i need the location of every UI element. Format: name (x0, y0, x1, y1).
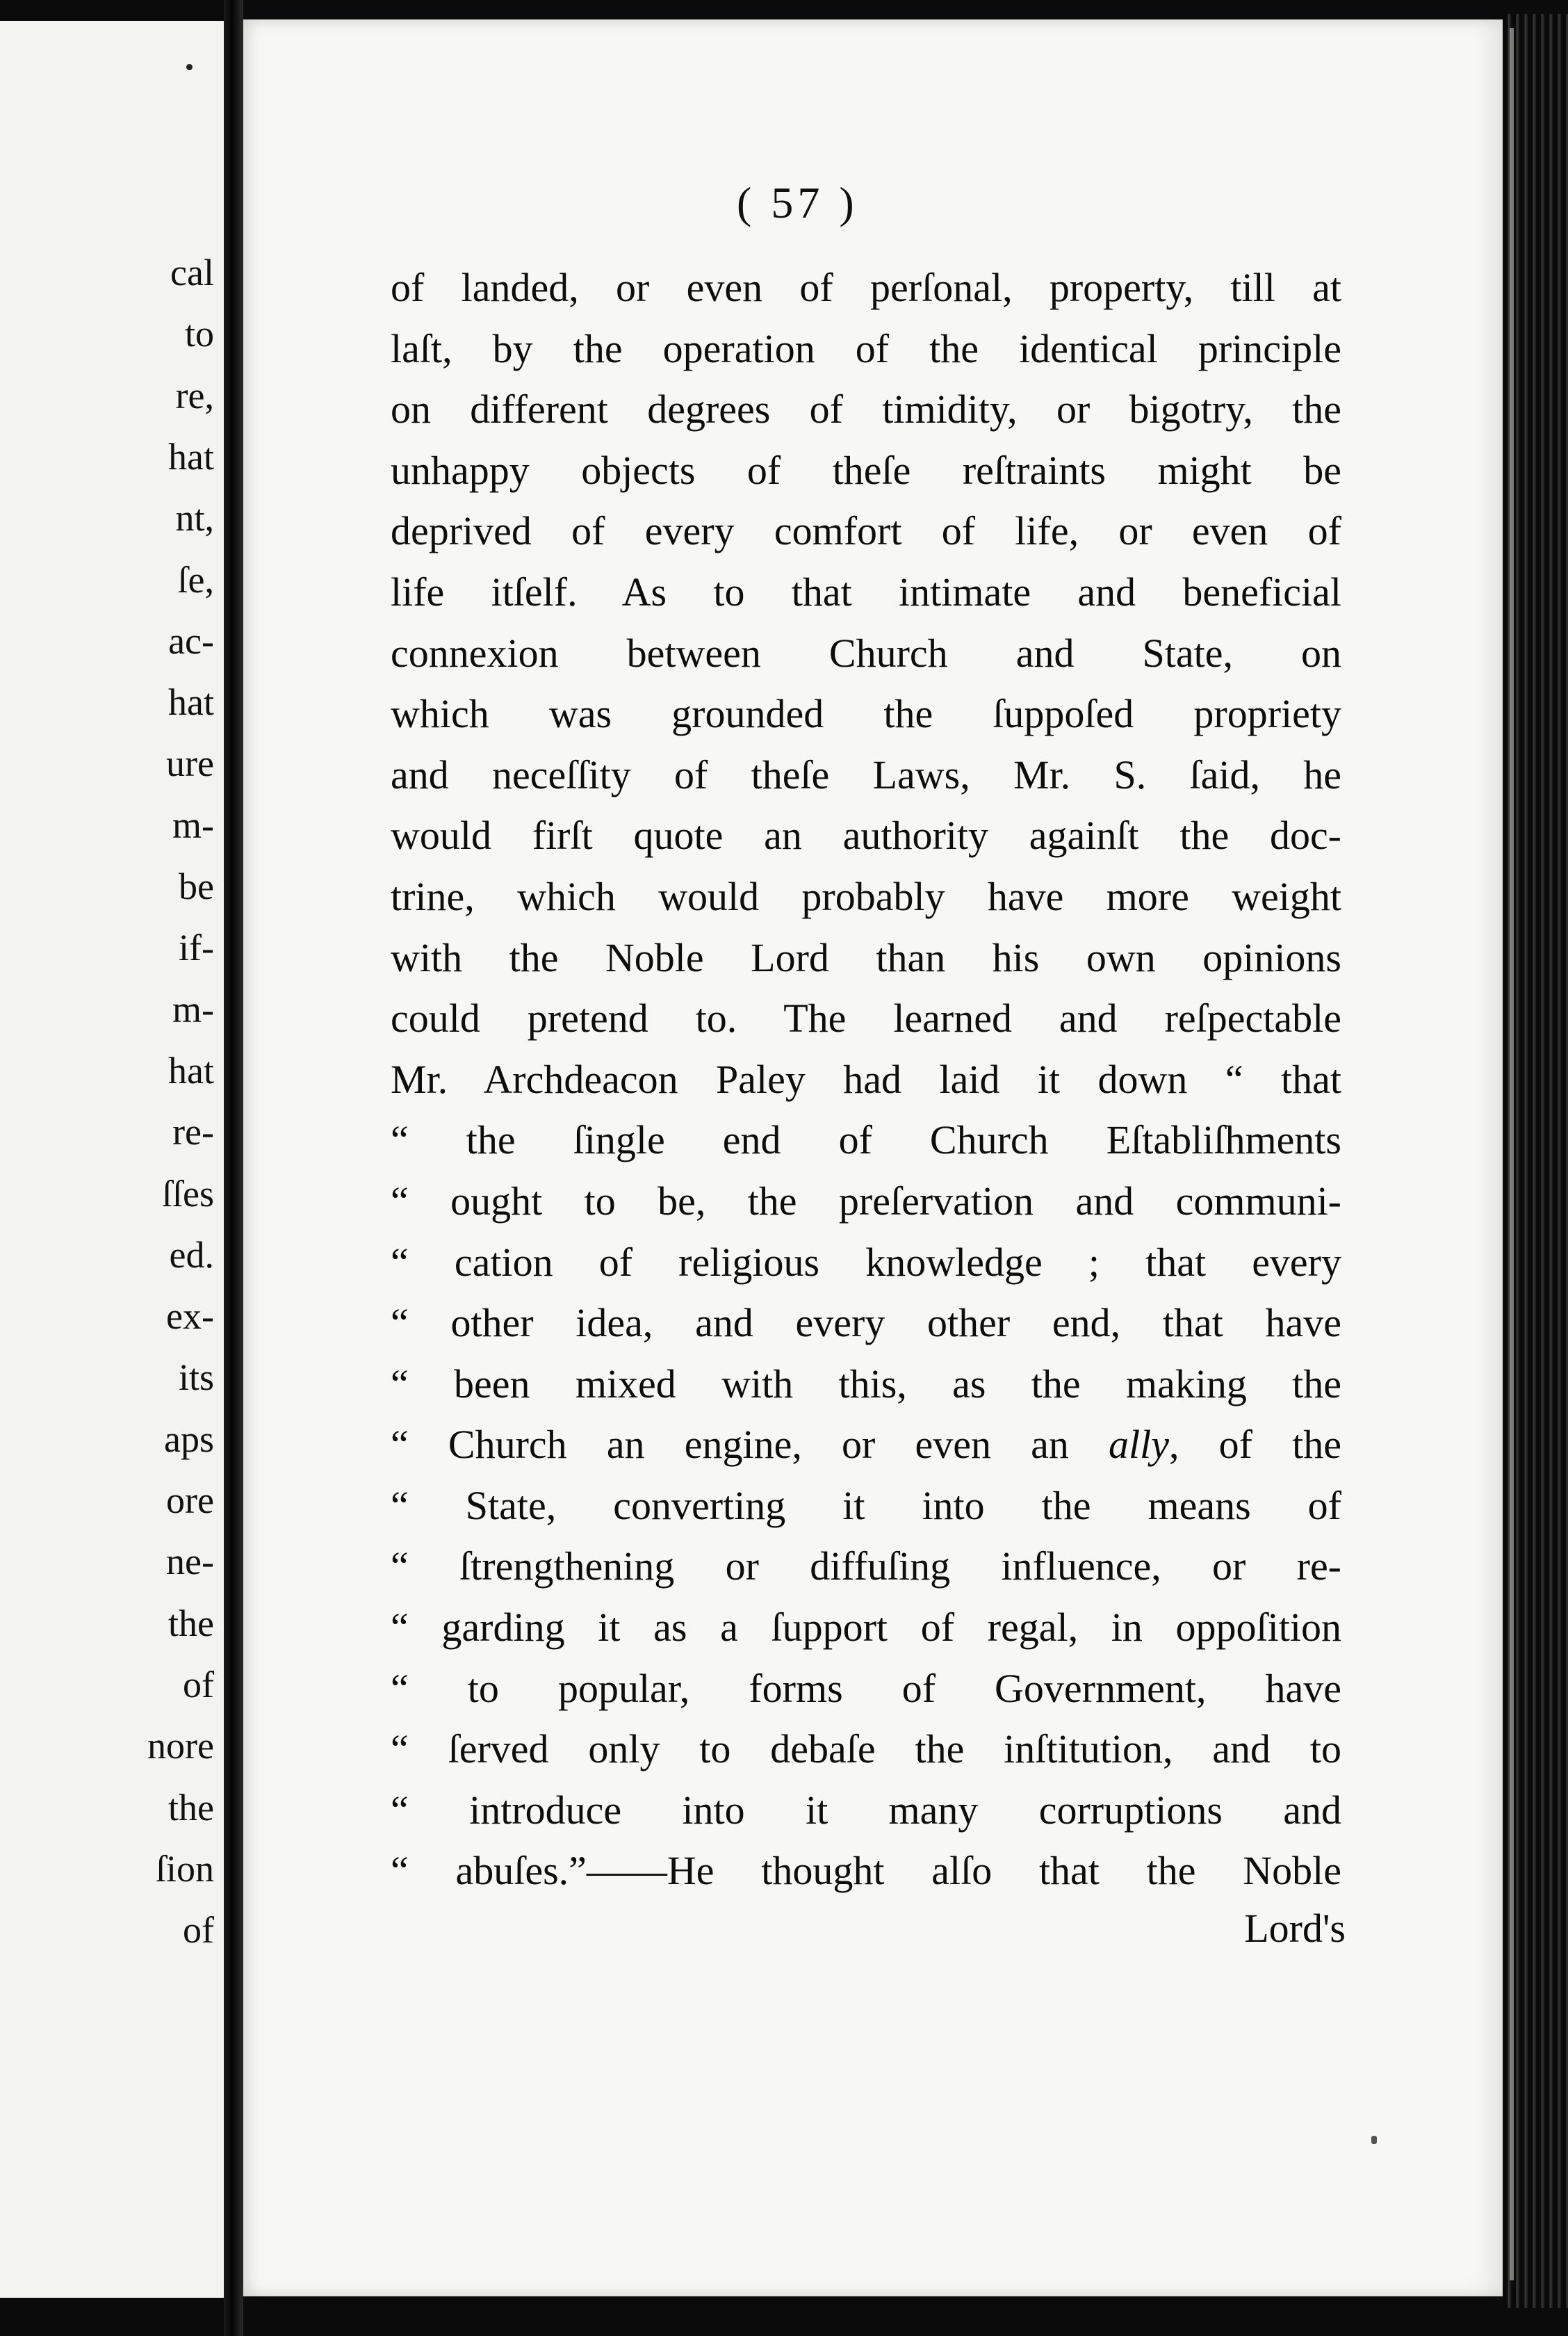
text-fragment: of (183, 1663, 214, 1705)
text-fragment: re, (175, 374, 214, 416)
page-edge-highlight (1510, 28, 1514, 2280)
text-fragment: ſe, (177, 558, 214, 601)
text-line: “ been mixed with this, as the making the (391, 1361, 1341, 1406)
catchword: Lord's (1244, 1906, 1346, 1951)
text-fragment: ac- (168, 619, 214, 662)
text-fragment: nore (147, 1725, 214, 1767)
text-fragment: to (184, 313, 214, 355)
text-line: life itſelf. As to that intimate and beneficial (391, 569, 1341, 615)
book-gutter (224, 0, 243, 2336)
text-line: would firſt quote an authority againſt the doc- (391, 813, 1341, 859)
text-fragment: if- (179, 927, 214, 969)
text-fragment: ſſes (162, 1172, 214, 1215)
page-number: ( 57 ) (737, 178, 858, 227)
text-line: Mr. Archdeacon Paley had laid it down “ that (391, 1056, 1341, 1102)
text-fragment: ore (166, 1479, 214, 1521)
text-fragment: ſion (155, 1847, 214, 1890)
text-fragment: of (183, 1909, 214, 1952)
italic-word: ally (1109, 1422, 1170, 1468)
text-line: “ other idea, and every other end, that have (391, 1300, 1341, 1346)
text-fragment: cal (170, 252, 214, 293)
text-line: of landed, or even of perſonal, property, till at (391, 265, 1341, 310)
text-fragment: nt, (175, 497, 214, 540)
text-fragment: re- (172, 1111, 214, 1153)
text-fragment: ure (166, 743, 214, 785)
previous-page-edge (0, 21, 224, 2298)
text-line: “ cation of religious knowledge ; that every (391, 1239, 1341, 1285)
text-line: which was grounded the ſuppoſed propriety (391, 691, 1341, 737)
text-fragment: the (168, 1786, 214, 1828)
text-line: with the Noble Lord than his own opinions (391, 934, 1341, 980)
text-fragment: m- (172, 804, 214, 846)
text-line: “ ſerved only to debaſe the inſtitution, and to (391, 1726, 1341, 1772)
text-fragment: hat (168, 1049, 214, 1092)
text-line: “ garding it as a ſupport of regal, in oppoſition (391, 1605, 1341, 1650)
text-line: “ to popular, forms of Government, have (391, 1665, 1341, 1711)
text-fragment: hat (168, 681, 214, 724)
text-fragment: ed. (169, 1233, 214, 1276)
text-line: and neceſſity of theſe Laws, Mr. S. ſaid, he (391, 752, 1341, 797)
text-line: unhappy objects of theſe reſtraints might be (391, 447, 1341, 493)
text-fragment: hat (168, 435, 214, 478)
text-fragment: aps (164, 1418, 214, 1460)
text-line: “ State, converting it into the means of (391, 1482, 1341, 1528)
text-line: on different degrees of timidity, or bigotry, the (391, 387, 1341, 432)
text-fragment: the (168, 1602, 214, 1644)
text-line: “ introduce into it many corruptions and (391, 1787, 1341, 1833)
text-fragment: ne- (166, 1541, 214, 1583)
text-fragment: be (179, 866, 214, 907)
text-fragment: m- (172, 988, 214, 1030)
ink-speck (1371, 2136, 1377, 2144)
text-line: deprived of every comfort of life, or even of (391, 508, 1341, 554)
text-fragment: its (178, 1356, 214, 1399)
body-text (391, 257, 1341, 1901)
text-line: “ ſtrengthening or diffuſing influence, or re- (391, 1543, 1341, 1589)
text-line: “ Church an engine, or even an ally, of the (391, 1422, 1342, 1468)
text-line: trine, which would probably have more weight (391, 873, 1341, 919)
text-line: connexion between Church and State, on (391, 630, 1341, 676)
text-line: “ the ſingle end of Church Eſtabliſhments (391, 1117, 1341, 1163)
text-line: laſt, by the operation of the identical principle (391, 325, 1341, 371)
text-line: could pretend to. The learned and reſpectable (391, 996, 1341, 1041)
ink-speck (186, 64, 193, 70)
text-line: “ abuſes.”——He thought alſo that the Noble (391, 1848, 1341, 1894)
text-fragment: ex- (166, 1295, 214, 1338)
text-line: “ ought to be, the preſervation and communi- (391, 1178, 1341, 1224)
